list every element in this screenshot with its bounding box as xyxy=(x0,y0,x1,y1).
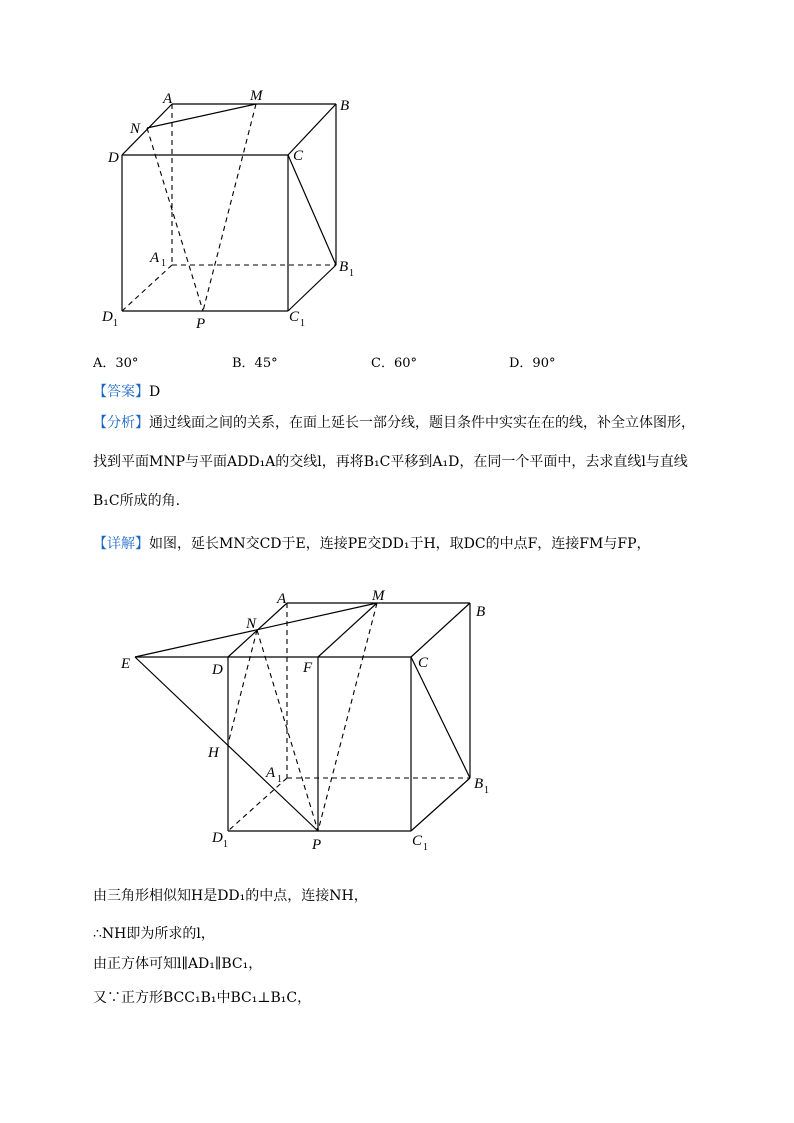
label-B: B xyxy=(476,604,486,620)
label-C1-sub: 1 xyxy=(423,842,428,853)
label-C1: C xyxy=(412,833,423,849)
label-M: M xyxy=(372,588,385,604)
answer-line xyxy=(93,382,160,402)
label-B1: B xyxy=(474,776,484,792)
label-D: D xyxy=(108,150,119,166)
detail-text-1: 如图，延长MN交CD于E，连接PE交DD₁于H，取DC的中点F，连接FM与FP， xyxy=(149,536,651,552)
label-C1-sub: 1 xyxy=(300,318,305,329)
label-B: B xyxy=(340,98,350,114)
detail-tag: 【详解】 xyxy=(93,536,149,552)
option-a: A．30° xyxy=(93,356,139,371)
label-C: C xyxy=(293,148,304,164)
label-P: P xyxy=(196,316,206,332)
label-A1: A xyxy=(150,250,160,266)
conclusion-line-3: 由正方体可知l∥AD₁∥BC₁， xyxy=(93,956,263,972)
label-D: D xyxy=(212,662,223,678)
label-H: H xyxy=(208,745,219,761)
conclusion-line-1: 由三角形相似知H是DD₁的中点，连接NH， xyxy=(93,888,368,904)
label-C: C xyxy=(418,655,429,671)
analysis-line-1 xyxy=(93,413,695,433)
option-d: D．90° xyxy=(509,356,556,371)
conclusion-line-2: ∴NH即为所求的l， xyxy=(93,926,215,942)
label-P: P xyxy=(312,837,322,853)
cube-figure-2 xyxy=(110,580,510,860)
label-D1: D xyxy=(212,830,223,846)
label-C1: C xyxy=(289,309,300,325)
label-D1-sub: 1 xyxy=(113,318,118,329)
label-B1-sub: 1 xyxy=(484,785,489,796)
label-N: N xyxy=(246,616,257,632)
label-A1: A xyxy=(266,765,276,781)
label-D1: D xyxy=(102,309,113,325)
label-A: A xyxy=(277,591,287,607)
analysis-text-1: 通过线面之间的关系，在面上延长一部分线，题目条件中实实在在的线，补全立体图形， xyxy=(149,415,695,431)
answer-value: D xyxy=(149,384,161,400)
conclusion-line-4: 又∵正方形BCC₁B₁中BC₁⊥B₁C， xyxy=(93,990,312,1006)
label-N: N xyxy=(130,121,141,137)
label-A1-sub: 1 xyxy=(277,774,282,785)
label-M: M xyxy=(250,88,263,104)
label-F: F xyxy=(303,660,313,676)
label-B1-sub: 1 xyxy=(349,268,354,279)
label-A1-sub: 1 xyxy=(161,258,166,269)
option-c: C．60° xyxy=(371,356,417,371)
analysis-line-2: 找到平面MNP与平面ADD₁A的交线l，再将B₁C平移到A₁D，在同一个平面中，去求直线l与直线 xyxy=(93,454,688,470)
detail-line-1 xyxy=(93,534,650,554)
option-b: B．45° xyxy=(232,356,278,371)
label-E: E xyxy=(121,656,131,672)
label-B1: B xyxy=(339,259,349,275)
label-D1-sub: 1 xyxy=(223,839,228,850)
answer-tag: 【答案】 xyxy=(93,384,149,400)
analysis-tag: 【分析】 xyxy=(93,415,149,431)
analysis-line-3: B₁C所成的角. xyxy=(93,493,181,509)
label-A: A xyxy=(163,91,173,107)
cube-figure-1 xyxy=(95,85,385,335)
